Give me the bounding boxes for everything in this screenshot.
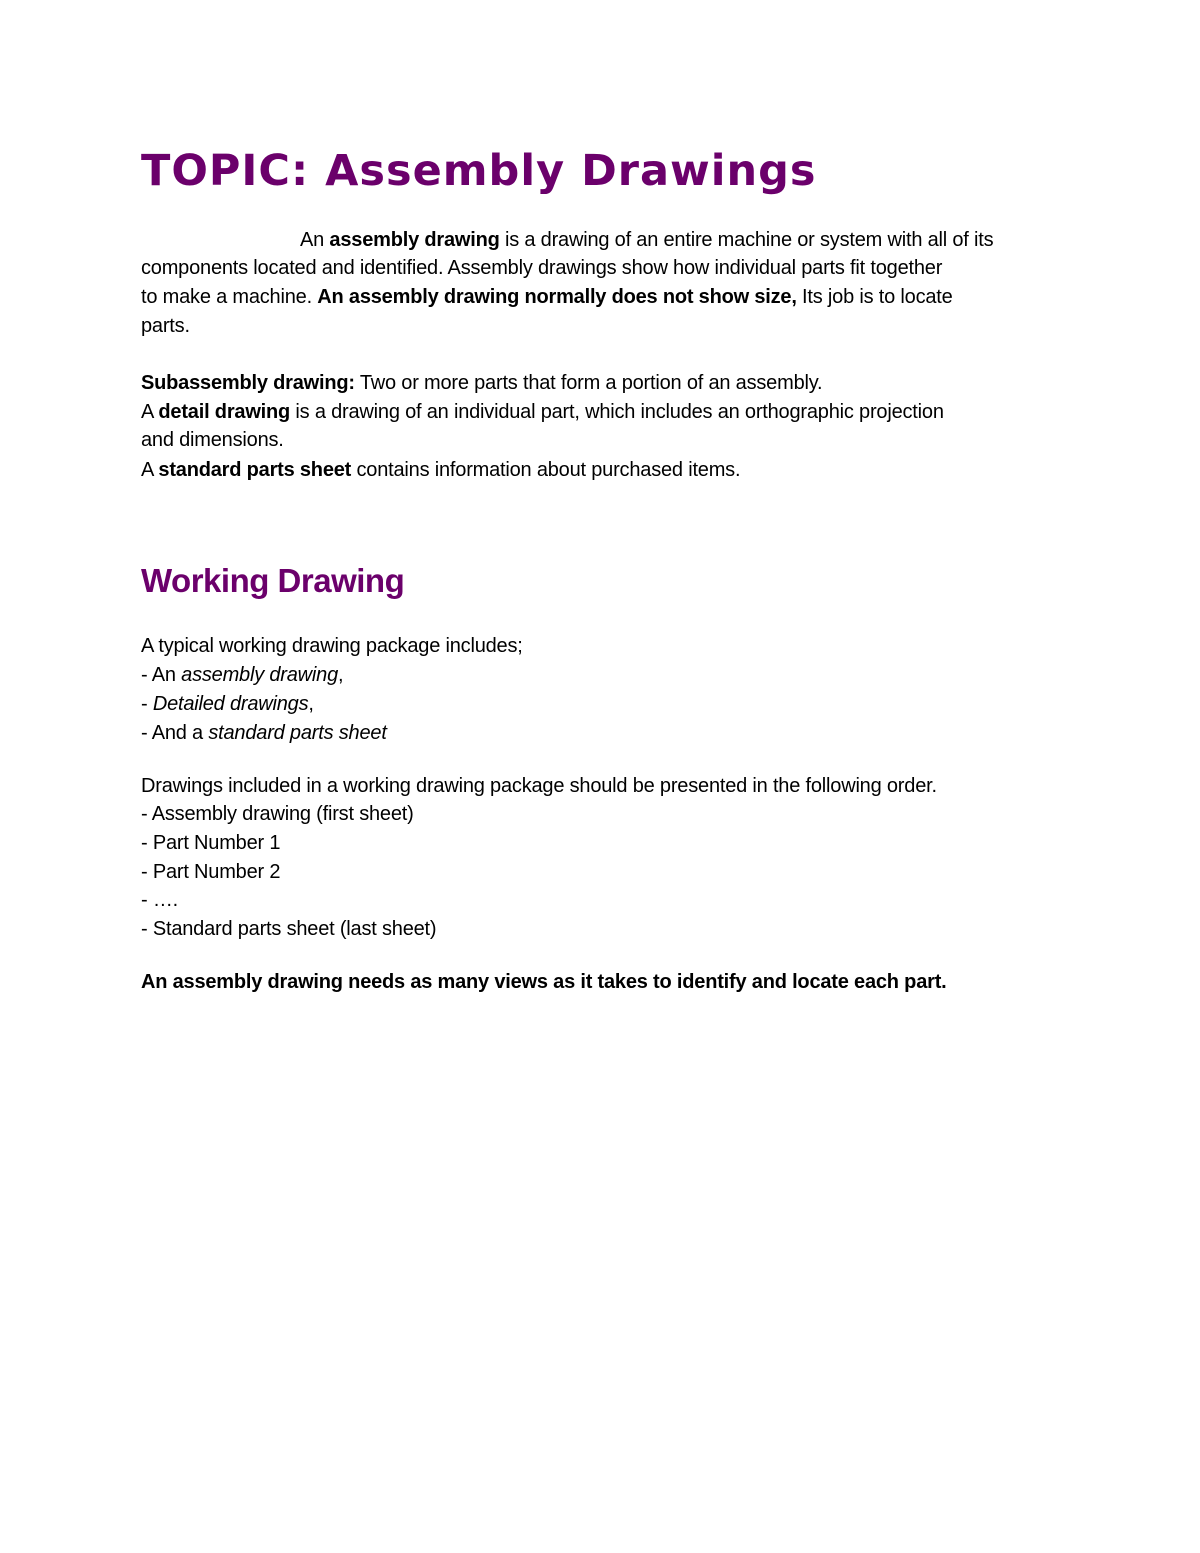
subassembly-definition (141, 369, 822, 397)
list-text: , (338, 664, 344, 686)
definition-text: contains information about purchased items. (351, 459, 741, 481)
detail-definition-cont: and dimensions. (141, 429, 284, 451)
intro-line-3 (141, 283, 953, 311)
order-item: - Standard parts sheet (last sheet) (141, 918, 437, 940)
definition-text: Two or more parts that form a portion of an assembly. (354, 372, 823, 394)
working-drawing-heading: Working Drawing (141, 562, 405, 599)
term-detail-drawing: detail drawing (158, 401, 291, 423)
order-item: - Part Number 1 (141, 832, 281, 854)
order-item: - Part Number 2 (141, 861, 281, 883)
intro-bold-statement: An assembly drawing normally does not show size, (317, 286, 797, 308)
list-text: , (308, 693, 314, 715)
detail-definition (141, 398, 944, 426)
order-item: - …. (141, 889, 178, 911)
list-text: - An (141, 664, 182, 686)
intro-text: to make a machine. (141, 286, 318, 308)
term-standard-parts-sheet: standard parts sheet (158, 459, 352, 481)
conclusion: An assembly drawing needs as many views as it takes to identify and locate each part. (141, 971, 947, 993)
definition-text: is a drawing of an individual part, which includes an orthographic projection (290, 401, 944, 423)
intro-text: Its job is to locate (796, 286, 953, 308)
list-italic: standard parts sheet (208, 722, 387, 744)
intro-line-1 (300, 226, 993, 254)
standard-parts-definition (141, 456, 740, 484)
package-item-2 (141, 690, 314, 718)
term-assembly-drawing: assembly drawing (329, 229, 500, 251)
term-subassembly: Subassembly drawing: (141, 372, 355, 394)
package-item-3 (141, 719, 387, 747)
intro-text: is a drawing of an entire machine or system with all of its (499, 229, 994, 251)
intro-line-2: components located and identified. Assembly drawings show how individual parts fit together (141, 257, 943, 279)
package-item-1 (141, 661, 343, 689)
list-italic: Detailed drawings (152, 693, 309, 715)
package-intro: A typical working drawing package includes; (141, 635, 523, 657)
definition-text: A (141, 401, 159, 423)
list-italic: assembly drawing (181, 664, 339, 686)
intro-text: An (300, 229, 330, 251)
list-text: - (141, 693, 153, 715)
order-intro: Drawings included in a working drawing package should be presented in the following order. (141, 775, 937, 797)
page-title: TOPIC: Assembly Drawings (141, 146, 817, 196)
order-item: - Assembly drawing (first sheet) (141, 803, 414, 825)
intro-line-4: parts. (141, 315, 190, 337)
list-text: - And a (141, 722, 209, 744)
definition-text: A (141, 459, 159, 481)
